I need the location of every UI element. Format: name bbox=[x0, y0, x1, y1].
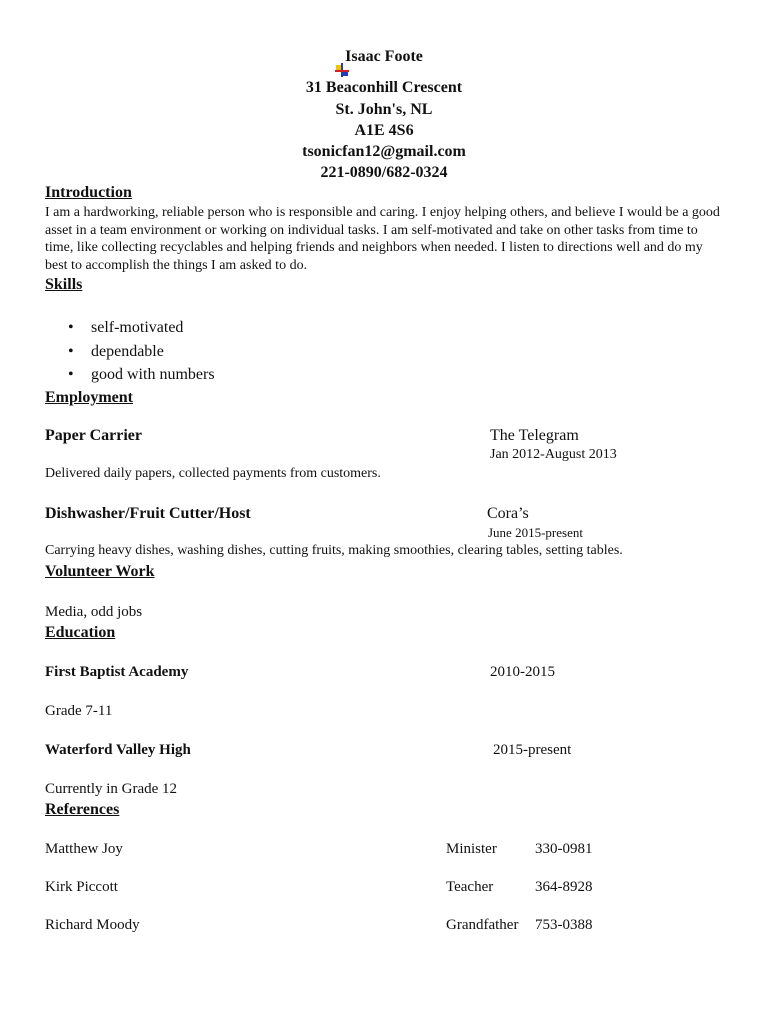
bullet-icon: • bbox=[68, 366, 74, 383]
reference-role: Teacher bbox=[446, 879, 494, 895]
school-name: First Baptist Academy bbox=[45, 664, 189, 680]
reference-name: Richard Moody bbox=[45, 917, 140, 933]
introduction-text: I am a hardworking, reliable person who is responsible and caring. I enjoy helping others, and believe I would be a good asset in a team environment or working on individual tasks. I am self-motivated and take on other tasks from time to time, like collecting recyclables and helping friends and neighbors when needed. I listen to directions well and do my best to accomplish the things I am asked to do. bbox=[45, 205, 720, 273]
employment-heading: Employment bbox=[45, 389, 133, 406]
bullet-icon: • bbox=[68, 342, 74, 360]
bullet-icon: • bbox=[68, 319, 74, 336]
education-heading: Education bbox=[45, 624, 116, 641]
school-years: 2015-present bbox=[493, 742, 572, 758]
job-dates: Jan 2012-August 2013 bbox=[490, 447, 617, 462]
reference-phone: 364-8928 bbox=[535, 879, 593, 895]
reference-role: Minister bbox=[446, 841, 497, 857]
address-postal: A1E 4S6 bbox=[354, 122, 414, 139]
skill-item bbox=[45, 342, 215, 366]
school-detail: Currently in Grade 12 bbox=[45, 781, 178, 797]
reference-name: Matthew Joy bbox=[45, 841, 123, 857]
job-title: Paper Carrier bbox=[45, 427, 142, 444]
address-street: 31 Beaconhill Crescent bbox=[305, 79, 463, 96]
skill-label: good with numbers bbox=[91, 366, 215, 383]
skill-label: self-motivated bbox=[91, 319, 184, 336]
job-title: Dishwasher/Fruit Cutter/Host bbox=[45, 505, 251, 522]
skills-list bbox=[45, 318, 215, 389]
job-description: Carrying heavy dishes, washing dishes, cutting fruits, making smoothies, clearing tables, setting tables. bbox=[45, 543, 623, 558]
references-heading: References bbox=[45, 801, 120, 818]
skills-heading: Skills bbox=[45, 276, 83, 293]
job-description: Delivered daily papers, collected payments from customers. bbox=[45, 466, 381, 481]
job-employer: Cora’s bbox=[487, 505, 529, 522]
cross-mark-icon bbox=[335, 63, 349, 77]
introduction-heading: Introduction bbox=[45, 184, 132, 201]
address-city: St. John's, NL bbox=[335, 101, 433, 118]
reference-phone: 753-0388 bbox=[535, 917, 593, 933]
email-address[interactable]: tsonicfan12@gmail.com bbox=[302, 143, 466, 160]
candidate-name: Isaac Foote bbox=[345, 48, 423, 65]
phone-numbers: 221-0890/682-0324 bbox=[320, 164, 448, 181]
job-dates: June 2015-present bbox=[488, 525, 583, 540]
volunteer-text: Media, odd jobs bbox=[45, 604, 143, 620]
skill-label: dependable bbox=[91, 342, 164, 360]
school-years: 2010-2015 bbox=[490, 664, 555, 680]
job-employer: The Telegram bbox=[490, 427, 579, 444]
reference-name: Kirk Piccott bbox=[45, 879, 118, 895]
school-detail: Grade 7-11 bbox=[45, 703, 113, 719]
skill-item bbox=[45, 318, 215, 342]
reference-role: Grandfather bbox=[446, 917, 519, 933]
reference-phone: 330-0981 bbox=[535, 841, 593, 857]
school-name: Waterford Valley High bbox=[45, 742, 191, 758]
skill-item bbox=[45, 365, 215, 389]
volunteer-heading: Volunteer Work bbox=[45, 563, 155, 580]
